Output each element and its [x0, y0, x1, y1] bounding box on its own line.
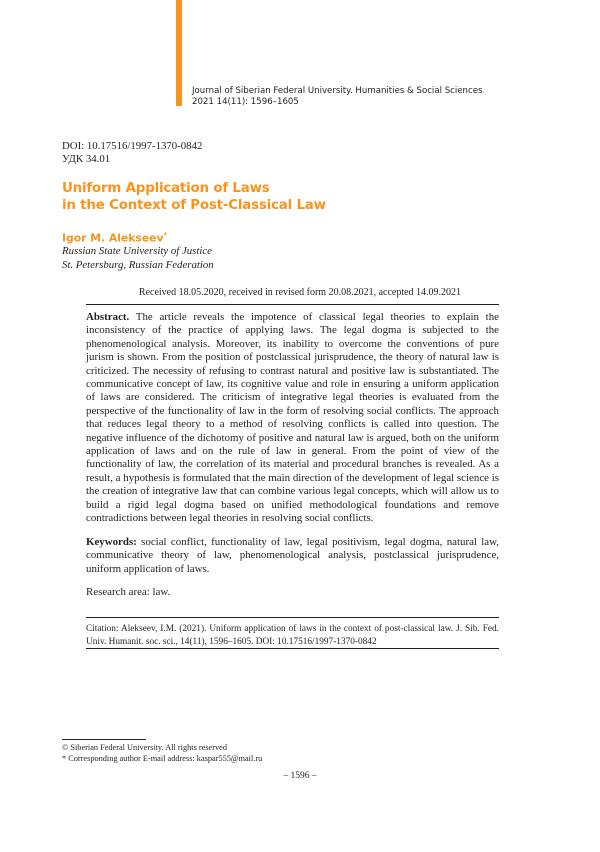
keywords: [86, 536, 499, 576]
journal-issue: 2021 14(11): 1596–1605: [192, 97, 299, 107]
page-number: – 1596 –: [283, 771, 317, 781]
abstract-text: The article reveals the impotence of classical legal theories to explain the inconsistency of the practice of applying laws. The legal dogma is subjected to the phenomenological analysis. Moreover, its inability to overcome the conventions of pure jurism is shown. From the position of postclassical jurisprudence, the theory of natural law is criticized. The necessity of refusing to contrast natural and positive law is substantiated. The communicative concept of law, its cognitive value and role in ensuring a uniform application of laws are considered. The criticism of integrative legal theories is evaluated from the perspective of the functionality of law in the form of resolving social conflicts. The approach that reduces legal theory to a method of resolving conflicts is called into question. The negative influence of the dichotomy of positive and natural law is argued, both on the uniform application of laws and on the rule of law in general. From the point of view of the functionality of law, the correlation of its material and procedural branches is revealed. As a result, a hypothesis is formulated that the main direction of the development of legal science is the creation of integrative law that can combine various legal concepts, which will allow us to build a rigid legal dogma based on unified methodological foundations and remove contradictions between legal theories in resolving social conflicts.: [86, 311, 499, 525]
affiliation: Russian State University of Justice: [62, 245, 212, 257]
research-area: Research area: law.: [86, 586, 171, 598]
footnote-divider: [62, 739, 146, 740]
author-affiliation-block: [62, 245, 214, 272]
doi: DOI: 10.17516/1997-1370-0842: [62, 140, 203, 152]
article-title: [62, 180, 522, 214]
divider-citation-bottom: [86, 648, 499, 649]
keywords-text: social conflict, functionality of law, legal positivism, legal dogma, natural law, communicative theory of law, phenomenological analysis, postclassical jurisprudence, uniform application of laws.: [86, 536, 499, 575]
author-name: Igor M. Alekseev: [62, 231, 164, 245]
abstract: [86, 311, 499, 526]
journal-header: [192, 86, 483, 108]
journal-name: Journal of Siberian Federal University. Humanities & Social Sciences: [192, 86, 483, 96]
author-footnote-mark: *: [163, 231, 168, 239]
divider-top: [86, 304, 499, 305]
citation: Citation: Alekseev, I.M. (2021). Uniform application of laws in the context of post-classical law. J. Sib. Fed. Univ. Humanit. soc. sci., 14(11), 1596–1605. DOI: 10.17516/1997-1370-0842: [86, 624, 499, 647]
footnotes: [62, 742, 262, 765]
article-identifiers: [62, 140, 202, 166]
author: [62, 231, 167, 245]
udk: УДК 34.01: [62, 153, 111, 165]
copyright: © Siberian Federal University. All rights reserved: [62, 743, 227, 752]
corresponding-author: * Corresponding author E-mail address: kaspar555@mail.ru: [62, 754, 263, 764]
keywords-label: Keywords:: [86, 536, 137, 548]
accent-bar: [176, 0, 182, 106]
divider-citation-top: [86, 617, 499, 618]
title-line-1: Uniform Application of Laws: [62, 181, 270, 196]
location: St. Petersburg, Russian Federation: [62, 258, 214, 271]
abstract-label: Abstract.: [86, 311, 130, 323]
received-dates: Received 18.05.2020, received in revised form 20.08.2021, accepted 14.09.2021: [138, 287, 462, 298]
title-line-2: in the Context of Post-Classical Law: [62, 198, 326, 213]
